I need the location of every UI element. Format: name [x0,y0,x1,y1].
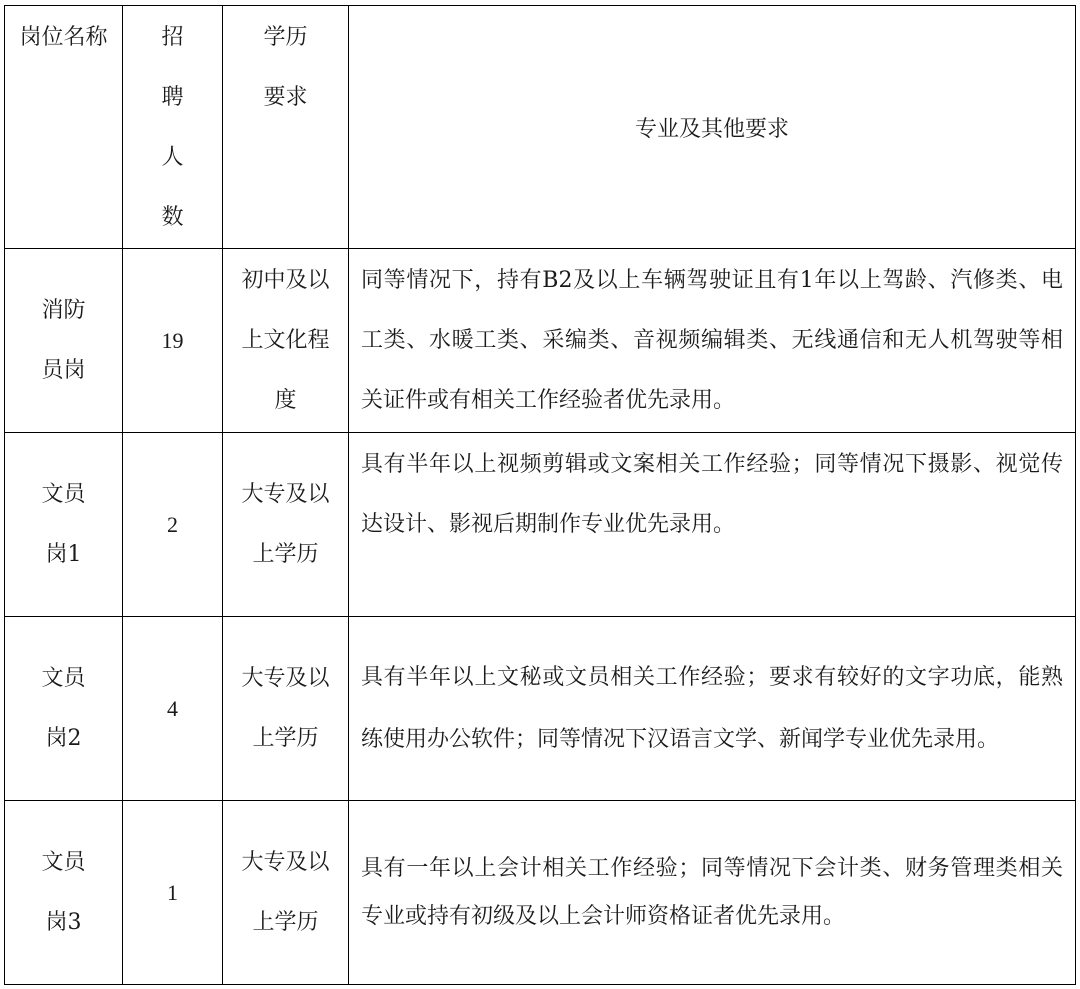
header-requirements: 专业及其他要求 [349,6,1076,249]
cell-requirements: 具有一年以上会计相关工作经验；同等情况下会计类、财务管理类相关专业或持有初级及以上会计师资格证者优先录用。 [349,801,1076,985]
table-row [5,801,1076,985]
cell-requirements: 同等情况下，持有B2及以上车辆驾驶证且有1年以上驾龄、汽修类、电工类、水暖工类、采编类、音视频编辑类、无线通信和无人机驾驶等相关证件或有相关工作经验者优先录用。 [349,249,1076,433]
cell-position: 消防员岗 [5,249,123,433]
recruitment-table [4,5,1076,985]
cell-position: 文员岗3 [5,801,123,985]
cell-count: 4 [123,617,223,801]
cell-requirements: 具有半年以上文秘或文员相关工作经验；要求有较好的文字功底，能熟练使用办公软件；同等情况下汉语言文学、新闻学专业优先录用。 [349,617,1076,801]
cell-education: 大专及以上学历 [223,433,349,617]
cell-education: 大专及以上学历 [223,617,349,801]
cell-count: 2 [123,433,223,617]
cell-requirements: 具有半年以上视频剪辑或文案相关工作经验；同等情况下摄影、视觉传达设计、影视后期制作专业优先录用。 [349,433,1076,617]
table-row [5,617,1076,801]
cell-position: 文员岗2 [5,617,123,801]
table-header-row [5,6,1076,249]
header-education: 学历要求 [223,6,349,249]
table-row [5,433,1076,617]
cell-education: 大专及以上学历 [223,801,349,985]
recruitment-table-container [4,5,1076,985]
header-count: 招聘人数 [123,6,223,249]
cell-education: 初中及以上文化程度 [223,249,349,433]
table-row [5,249,1076,433]
cell-count: 1 [123,801,223,985]
cell-count: 19 [123,249,223,433]
header-position: 岗位名称 [5,6,123,249]
cell-position: 文员岗1 [5,433,123,617]
